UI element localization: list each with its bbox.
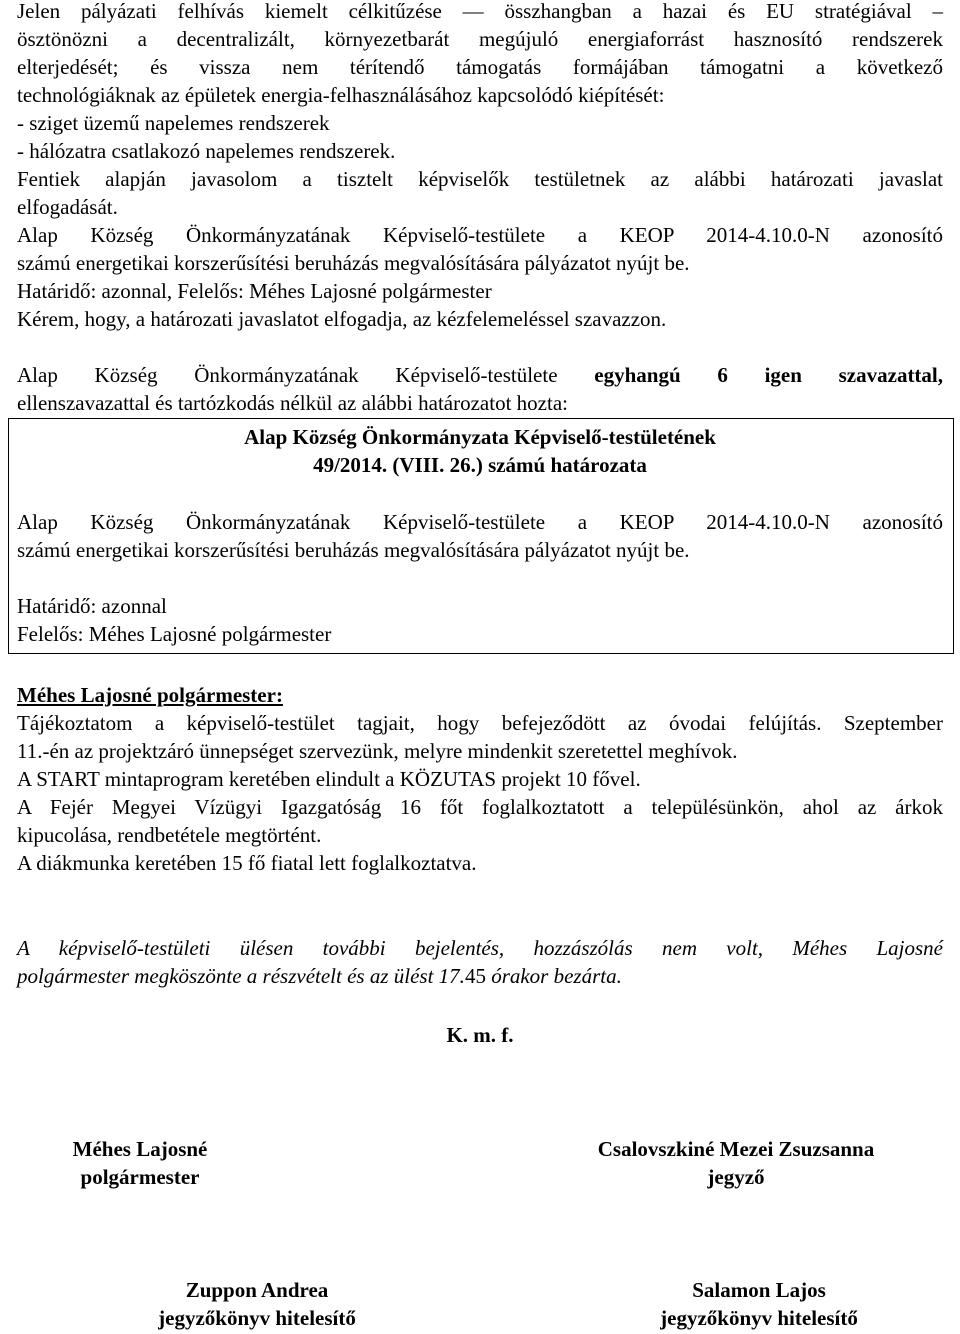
signature-name: Csalovszkiné Mezei Zsuzsanna <box>597 1137 875 1161</box>
mayor-report-line-6: A diákmunka keretében 15 fő fiatal lett foglalkoztatva. <box>17 851 477 875</box>
intro-line-4: technológiáknak az épületek energia-felhasználásához kapcsolódó kiépítését: <box>17 83 665 107</box>
vote-request: Kérem, hogy, a határozati javaslatot elfogadja, az kézfelemeléssel szavazzon. <box>17 307 667 331</box>
signature-role: jegyzőkönyv hitelesítő <box>660 1306 858 1330</box>
vote-result-line-1 <box>17 362 943 389</box>
closing-text: polgármester megköszönte a részvételt és az ülést 17. <box>17 964 465 988</box>
intro-bullet-1: - sziget üzemű napelemes rendszerek <box>17 111 330 135</box>
proposal-text-line-2: számú energetikai korszerűsítési beruházás megvalósítására pályázatot nyújt be. <box>17 251 690 275</box>
signature-authenticator-1 <box>77 1276 437 1332</box>
mayor-report-line-3: A START mintaprogram keretében elindult a KÖZUTAS projekt 10 fővel. <box>17 767 641 791</box>
kmf-mark: K. m. f. <box>446 1023 514 1047</box>
intro-line-3: elterjedését; és vissza nem térítendő támogatás formájában támogatni a következő <box>17 55 943 79</box>
signature-notary <box>556 1135 916 1191</box>
resolution-text-line-1: Alap Község Önkormányzatának Képviselő-testülete a KEOP 2014-4.10.0-N azonosító <box>17 510 943 534</box>
mayor-heading: Méhes Lajosné polgármester: <box>17 683 283 707</box>
signature-name: Zuppon Andrea <box>185 1278 329 1302</box>
resolution-number: 49/2014. (VIII. 26.) számú határozata <box>313 453 647 477</box>
proposal-text-line-1: Alap Község Önkormányzatának Képviselő-testülete a KEOP 2014-4.10.0-N azonosító <box>17 223 943 247</box>
proposal-line-2: elfogadását. <box>17 195 118 219</box>
mayor-report-line-5: kipucolása, rendbetétele megtörtént. <box>17 823 322 847</box>
signature-role: jegyző <box>707 1165 765 1189</box>
resolution-text-line-2: számú energetikai korszerűsítési beruházás megvalósítására pályázatot nyújt be. <box>17 538 690 562</box>
signature-role: polgármester <box>80 1165 200 1189</box>
intro-line-1: Jelen pályázati felhívás kiemelt célkitűzése — összhangban a hazai és EU stratégiával – <box>17 0 943 23</box>
resolution-title: Alap Község Önkormányzata Képviselő-testületének <box>244 425 716 449</box>
mayor-report-line-4: A Fejér Megyei Vízügyi Igazgatóság 16 főt foglalkoztatott a településünkön, ahol az árkok <box>17 795 943 819</box>
signature-mayor <box>0 1135 320 1191</box>
signature-role: jegyzőkönyv hitelesítő <box>158 1306 356 1330</box>
resolution-deadline: Határidő: azonnal <box>17 594 167 618</box>
resolution-responsible: Felelős: Méhes Lajosné polgármester <box>17 622 332 646</box>
mayor-report-line-2: 11.-én az projektzáró ünnepséget szervezünk, melyre mindenkit szeretettel meghívok. <box>17 739 738 763</box>
closing-minutes: 45 <box>464 964 486 988</box>
intro-bullet-2: - hálózatra csatlakozó napelemes rendszerek. <box>17 139 396 163</box>
vote-result-count: egyhangú 6 igen szavazattal, <box>594 363 944 387</box>
signature-authenticator-2 <box>579 1276 939 1332</box>
vote-result-line-2: ellenszavazattal és tartózkodás nélkül az alábbi határozatot hozta: <box>17 391 568 415</box>
intro-line-2: ösztönözni a decentralizált, környezetbarát megújuló energiaforrást hasznosító rendszerek <box>17 27 943 51</box>
closing-line-2 <box>17 963 943 990</box>
signature-name: Salamon Lajos <box>692 1278 826 1302</box>
proposal-line-1: Fentiek alapján javasolom a tisztelt képviselők testületnek az alábbi határozati javaslat <box>17 167 943 191</box>
closing-line-1: A képviselő-testületi ülésen további bejelentés, hozzászólás nem volt, Méhes Lajosné <box>17 936 943 960</box>
mayor-report-line-1: Tájékoztatom a képviselő-testület tagjait, hogy befejeződött az óvodai felújítás. Szeptember <box>17 711 943 735</box>
closing-text-end: órakor bezárta. <box>485 964 622 988</box>
signature-name: Méhes Lajosné <box>72 1137 208 1161</box>
proposal-deadline: Határidő: azonnal, Felelős: Méhes Lajosné polgármester <box>17 279 492 303</box>
vote-result-prefix: Alap Község Önkormányzatának Képviselő-testülete <box>17 363 558 387</box>
